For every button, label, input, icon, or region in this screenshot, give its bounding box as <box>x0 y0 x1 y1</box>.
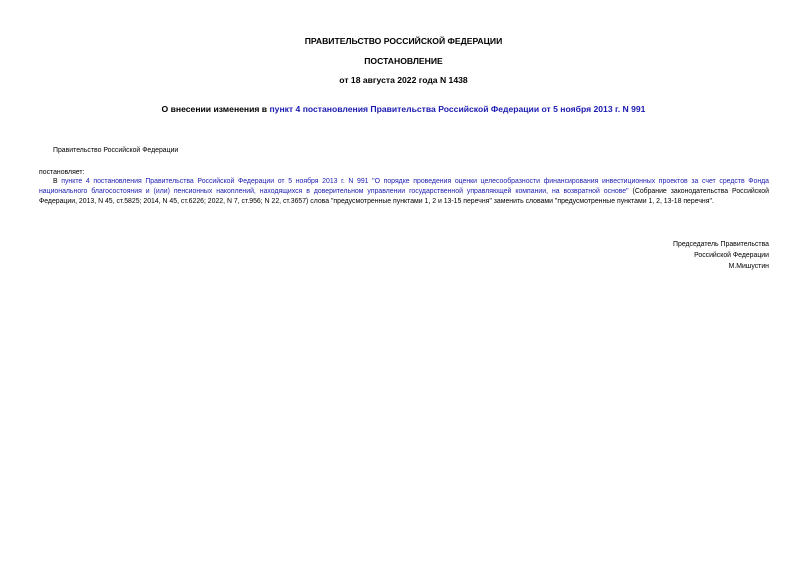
header-doc-type: ПОСТАНОВЛЕНИЕ <box>364 56 443 66</box>
signature-country: Российской Федерации <box>694 252 769 259</box>
body-part-2: (Собрание законодательства Российской Федерации, 2013, N 45, ст.5825; 2014, N 45, ст.6226; 2022, N 7, ст.956; N 22, ст.3657) слова "предусмотренные пунктами 1, 2 и 13-15 перечня" заменить словами "предусмотренные пунктами 1, 2, 13-18 перечня". <box>39 188 769 205</box>
body-part-1: В <box>53 178 62 185</box>
decree-word: постановляет: <box>39 169 85 176</box>
subject-prefix: О внесении изменения в <box>161 104 270 114</box>
subject-link[interactable]: пункт 4 постановления Правительства Российской Федерации от 5 ноября 2013 г. N 991 <box>269 104 646 114</box>
header-org: ПРАВИТЕЛЬСТВО РОССИЙСКОЙ ФЕДЕРАЦИИ <box>304 36 503 46</box>
body-link[interactable]: пункте 4 постановления Правительства Российской Федерации от 5 ноября 2013 г. N 991 "О порядке проведения оценки целесообразности финансирования инвестиционных проектов за счет средств Фонда национального благосостояния и (или) пенсионных накоплений, находящихся в доверительном управлении государственной управляющей компании, на возвратной основе" <box>39 178 769 195</box>
signature-name: М.Мишустин <box>728 263 769 270</box>
issuer-text: Правительство Российской Федерации <box>53 147 179 154</box>
document-subject <box>0 104 807 115</box>
header-date-number: от 18 августа 2022 года N 1438 <box>339 75 468 85</box>
signature-title: Председатель Правительства <box>673 241 769 248</box>
body-paragraph <box>39 177 769 207</box>
signature-block <box>673 239 769 272</box>
